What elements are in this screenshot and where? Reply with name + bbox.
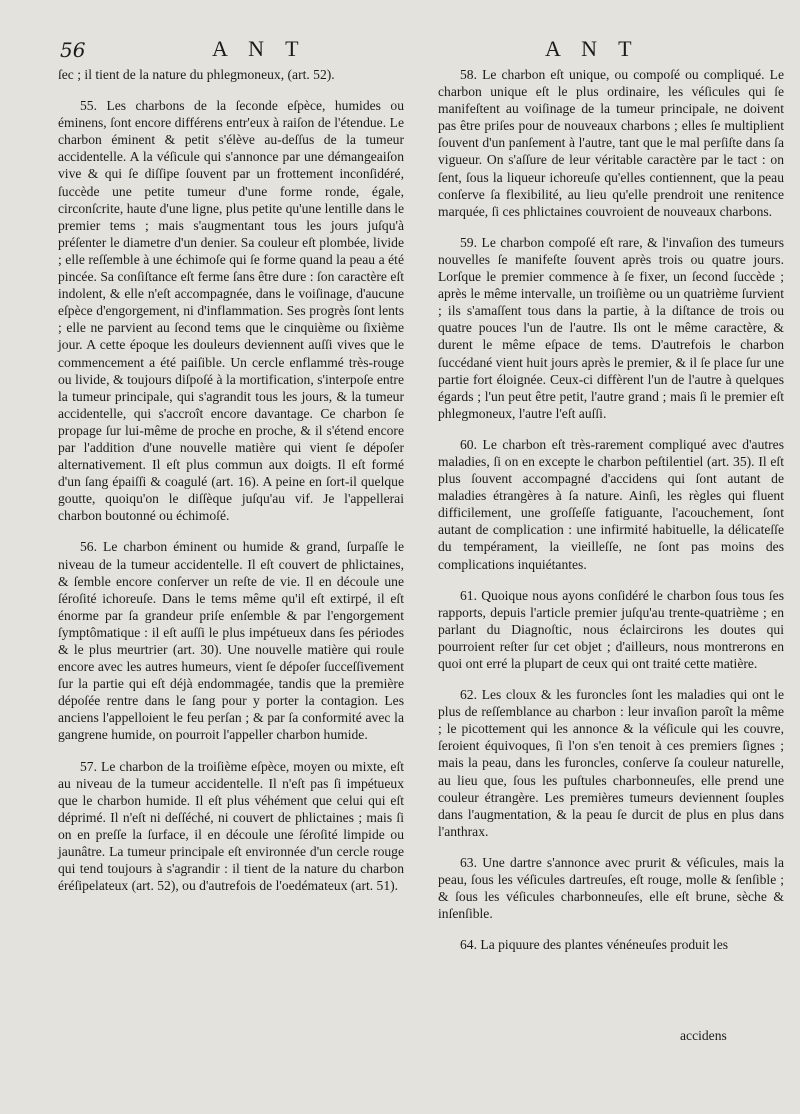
paragraph-54-end: ſec ; il tient de la nature du phlegmoneux, (art. 52). [58,67,335,82]
running-head-right: A N T [545,36,640,61]
paragraph-59: 59. Le charbon compoſé eſt rare, & l'invaſion des tumeurs nouvelles ſe manifeſte ſouvent après trois ou quatre jours. Lorſque le premier commence à ſe fixer, un ſecond ſuccède ; après le même intervalle, un troiſième ou un quatrième ſurvient ; ils s'amaſſent tous dans la partie, à la diſtance de trois ou quatre pouces l'un de l'autre. Ils ont le même caractère, & durent le même eſpace de tems. D'autrefois le charbon ſuccédané vient huit jours après le premier, & il ſe place ſur une partie fort éloignée. Ceux-ci diffèrent l'un de l'autre à quelques égards ; l'un peut être petit, l'autre grand ; mais ſi le premier eſt phlegmoneux, l'autre l'eſt auſſi. [438,234,784,421]
paragraph-56: 56. Le charbon éminent ou humide & grand, ſurpaſſe le niveau de la tumeur accidentelle. Il eſt couvert de phlictaines, & ſemble encore conſerver un reſte de vie. Il en découle une ſéroſité ichoreuſe. Dans le tems même qu'il eſt extirpé, il eſt énorme par ſa grandeur priſe enſemble & par l'engorgement ſymptômatique : il eſt auſſi le plus impétueux dans ſes périodes & le plus meurtrier (art. 30). Une nouvelle matière qui roule encore avec les autres humeurs, vient ſe dépoſer ſucceſſivement ſur la partie qui eſt déjà endommagée, tandis que la première dépoſée rentre dans le ſang pour y porter la contagion. Les anciens l'appelloient le feu perſan ; & par ſa conformité avec la gangrene humide, on pourroit l'appeller charbon humide. [58,539,404,743]
paragraph-61: 61. Quoique nous ayons conſidéré le charbon ſous tous ſes rapports, depuis l'article premier juſqu'au trente-quatrième ; en parlant du Diagnoſtic, nous éclaircirons les doutes qui pourroient reſter ſur cet objet ; d'ailleurs, nous montrerons en quoi ont erré la plupart de ceux qui ont traité cette matière. [438,587,784,671]
paragraph-58: 58. Le charbon eſt unique, ou compoſé ou compliqué. Le charbon unique eſt le plus ordinaire, les véſicules qui ſe manifeſtent au voiſinage de la tumeur principale, ne doivent pas être priſes pour de nouveaux charbons ; elles ſe multiplient ſouvent d'un panſement à l'autre, tant que le mal perſiſte dans ſa vigueur. On s'aſſure de leur véritable caractère par le tact : on ſent, ſous la liqueur ichoreuſe qu'elles contiennent, que la peau conſerve ſa flexibilité, au lieu qu'elle prendroit une renitence marquée, ſi ces phlictaines couvroient de nouveaux charbons. [438,67,784,219]
paragraph-64: 64. La piquure des plantes vénéneuſes produit les [460,937,729,953]
catchword: accidens [680,1028,727,1043]
left-column [58,66,404,894]
paragraph-63: 63. Une dartre s'annonce avec prurit & véſicules, mais la peau, ſous les véſicules dartreuſes, eſt rouge, molle & ſenſible ; & ſous les véſicules charbonneuſes, elle eſt brune, sèche & inſenſible. [438,854,784,922]
page-number: 56 [60,38,86,62]
running-head-left: A N T [212,36,307,61]
paragraph-62: 62. Les cloux & les furoncles ſont les maladies qui ont le plus de reſſemblance au charbon : leur invaſion paroît la même ; le picottement qui les annonce & la véſicule qui les couvre, ſeroient équivoques, ſi l'on s'en tenoit à ces premiers ſignes ; mais la peau, dans les furoncles, conſerve ſa couleur naturelle, au lieu que, ſous les puſtules charbonneuſes, elle prend une couleur étrangère. Les premières tumeurs deviennent ſouples dans l'augmentation, & la peau ſe durcit de plus en plus dans l'anthrax. [438,687,784,839]
paragraph-60: 60. Le charbon eſt très-rarement compliqué avec d'autres maladies, ſi on en excepte le charbon peſtilentiel (art. 35). Il eſt plus ſouvent accompagné d'accidens qui ſont autant de maladies étrangères à ſa nature. Ainſi, les règles qui fluent difficilement, une groſſeſſe fatiguante, l'acouchement, ſont autant de complication : une infirmité habituelle, la délicateſſe du tempérament, la vieilleſſe, ne ſont pas moins des complications inquiétantes. [438,436,784,572]
right-column [438,66,784,953]
page-header [0,34,800,64]
paragraph-55: 55. Les charbons de la ſeconde eſpèce, humides ou éminens, ſont encore différens entr'eux à raiſon de l'étendue. Le charbon éminent & petit s'élève au-deſſus de la tumeur accidentelle. A la véſicule qui s'annonce par une démangeaiſon vive & qui ſe diſſipe ſouvent par un frottement inconſidéré, ſuccède une petite tumeur d'une forme ronde, égale, circonſcrite, haute d'une ligne, plus petite qu'une lentille dans le premier tems ; mais s'augmentant tous les jours juſqu'à préſenter le diametre d'un denier. Sa couleur eſt plombée, livide ; elle reſſemble à une échimoſe qui ſe forme quand la peau a été pincée. Sa conſiſtance eſt ferme ſans être dure : ſon caractère eſt indolent, & elle n'eſt accompagnée, dans le voiſinage, d'aucune eſpèce d'engorgement, ni d'inflammation. Ses progrès ſont lents ; elle ne parvient au ſecond tems que le cinquième ou ſixième jour. A cette époque les douleurs deviennent auſſi vives que le commencement a été paiſible. Un cercle enflammé très-rouge ou livide, & toujours diſpoſé à la mortification, s'interpoſe entre la tumeur principale, qui s'agrandit tous les jours, & la tumeur accidentelle, qui s'accroît encore davantage. Ce charbon ſe propage ſur lui-même de proche en proche, & il s'étend encore par l'addition d'une nouvelle matière qui vient ſe dépoſer alternativement. Il eſt plus commun aux doigts. Il eſt formé d'un ſang épaiſſi & coagulé (art. 16). A peine en ſort-il quelque goutte, quoiqu'on le diſſèque juſqu'au vif. Je l'appellerai charbon boutonné ou échimoſé. [58,98,404,524]
paragraph-57: 57. Le charbon de la troiſième eſpèce, moyen ou mixte, eſt au niveau de la tumeur accidentelle. Il n'eſt pas ſi impétueux que le charbon humide. Il eſt plus véhément que celui qui eſt déprimé. Il n'eſt ni deſſéché, ni couvert de phlictaines ; mais ſi on en preſſe la ſurface, il en découle une ſéroſité limpide ou jaunâtre. La tumeur principale eſt environnée d'un cercle rouge qui tend toujours à s'agrandir : il tient de la nature du charbon éréſipelateux (art. 52), ou d'autrefois de l'oedémateux (art. 51). [58,758,404,894]
